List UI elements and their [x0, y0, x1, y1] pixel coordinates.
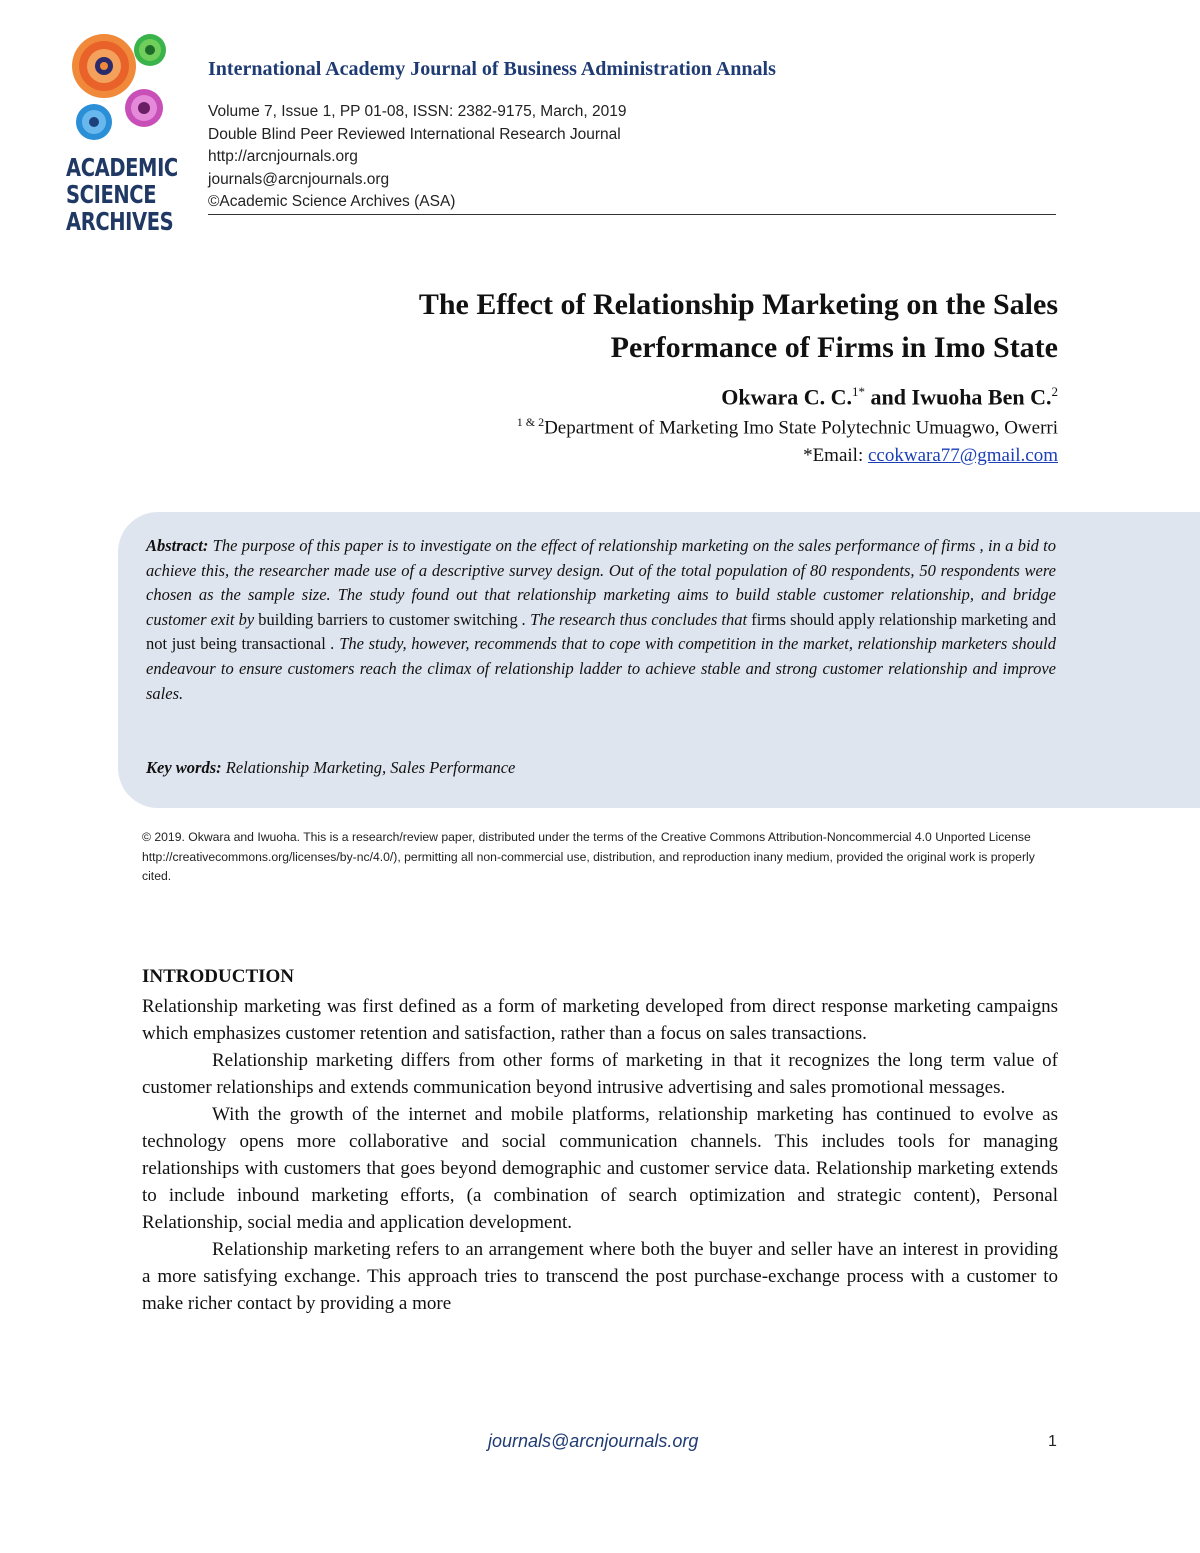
paragraph: With the growth of the internet and mobile platforms, relationship marketing has continued to evolve as technology opens more collaborative and social communication channels. This includes tools for managing relationships with customers that goes beyond demographic and customer service data. Relationship marketing extends to include inbound marketing efforts, (a combination of search optimization and strategic content), Personal Relationship, social media and application development. [142, 1104, 1058, 1233]
journal-meta [208, 101, 626, 214]
affiliation: $^{1 \& 2}$Department of Marketing Imo State Polytechnic Umuagwo, Owerri [516, 415, 1058, 439]
paper-title: The Effect of Relationship Marketing on the Sales Performance of Firms in Imo State [418, 288, 1058, 364]
logo-circles-icon [62, 26, 182, 156]
body-text [142, 993, 1058, 1317]
author-line: Okwara C. C.$^{1*}$ and Iwuoha Ben C.$^2$ [721, 384, 1058, 410]
paragraph: Relationship marketing refers to an arrangement where both the buyer and seller have an interest in providing a more satisfying exchange. This approach tries to transcend the post purchase-exchange process with a customer to make richer contact by providing a more [142, 1239, 1058, 1314]
volume-info: Volume 7, Issue 1, PP 01-08, ISSN: 2382-9175, March, 2019 [208, 103, 627, 120]
website-link[interactable]: http://arcnjournals.org [208, 148, 358, 165]
journal-email[interactable]: journals@arcnjournals.org [208, 170, 390, 188]
journal-name: International Academy Journal of Business Administration Annals [208, 58, 776, 80]
copyright-line: ©Academic Science Archives (ASA) [208, 193, 456, 210]
section-heading: INTRODUCTION [142, 966, 295, 987]
footer-email[interactable]: journals@arcnjournals.org [488, 1431, 699, 1451]
abstract-text: Abstract: The purpose of this paper is to investigate on the effect of relationship marketing on the sales performance of firms , in a bid to achieve this, the researcher made use of a descriptive survey design. Out of the total population of 80 respondents, 50 respondents were chosen as the sample size. The study found out that relationship marketing aims to build stable customer relationship, and bridge customer exit by building barriers to customer switching . The research thus concludes that firms should apply relationship marketing and not just being transactional . The study, however, recommends that to cope with competition in the market, relationship marketers should endeavour to ensure customers reach the climax of relationship ladder to achieve stable and strong customer relationship and improve sales. [146, 536, 1056, 703]
keywords: Key words: Relationship Marketing, Sales Performance [146, 758, 516, 777]
license-notice: © 2019. Okwara and Iwuoha. This is a research/review paper, distributed under the terms of the Creative Commons Attribution-Noncommercial 4.0 Unported License http://creativecommons.org/licenses/by-nc/4.0/), permitting all non-commercial use, distribution, and reproduction inany medium, provided the original work is properly cited. [142, 830, 1035, 883]
email-link[interactable]: ccokwara77@gmail.com [867, 445, 1058, 466]
page-number: 1 [1048, 1433, 1057, 1450]
author-2: Iwuoha Ben C. [911, 384, 1052, 410]
logo-wordmark: ACADEMIC SCIENCE ARCHIVES [66, 153, 178, 236]
header-divider [208, 214, 1056, 215]
paragraph: Relationship marketing differs from other forms of marketing in that it recognizes the long term value of customer relationships and extends communication beyond intrusive advertising and sales promotional messages. [142, 1050, 1058, 1098]
review-info: Double Blind Peer Reviewed International Research Journal [208, 125, 621, 143]
paragraph: Relationship marketing was first defined as a form of marketing developed from direct response marketing campaigns which emphasizes customer retention and satisfaction, rather than a focus on sales transactions. [142, 996, 1058, 1044]
journal-logo [62, 26, 182, 236]
author-1: Okwara C. C. [721, 384, 853, 410]
corresponding-email: *Email: ccokwara77@gmail.com [803, 445, 1058, 466]
